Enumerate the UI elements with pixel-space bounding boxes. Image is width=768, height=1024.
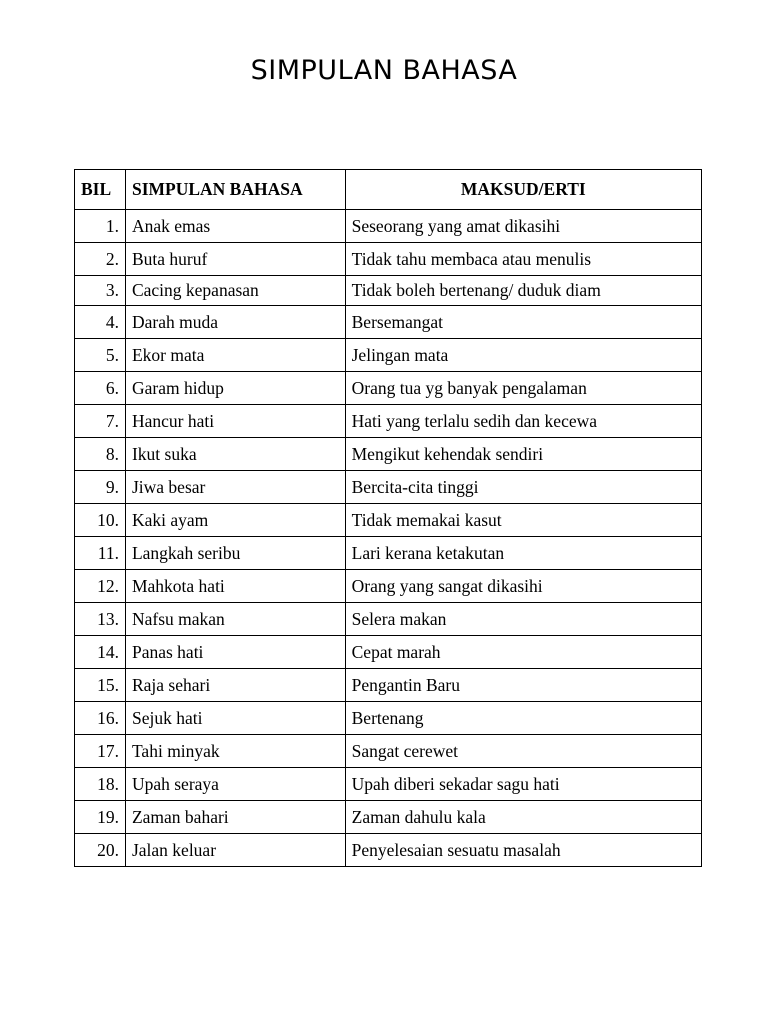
cell-maksud: Selera makan	[345, 603, 701, 636]
table-row	[75, 243, 702, 276]
table-row	[75, 339, 702, 372]
cell-maksud: Tidak boleh bertenang/ duduk diam	[345, 276, 701, 306]
cell-simpulan: Jalan keluar	[125, 834, 345, 867]
header-simpulan: SIMPULAN BAHASA	[125, 170, 345, 210]
cell-maksud: Bersemangat	[345, 306, 701, 339]
cell-maksud: Mengikut kehendak sendiri	[345, 438, 701, 471]
cell-simpulan: Tahi minyak	[125, 735, 345, 768]
cell-simpulan: Ikut suka	[125, 438, 345, 471]
cell-maksud: Bertenang	[345, 702, 701, 735]
table-row	[75, 537, 702, 570]
cell-maksud: Orang tua yg banyak pengalaman	[345, 372, 701, 405]
cell-bil: 7.	[75, 405, 126, 438]
header-bil: BIL	[75, 170, 126, 210]
table-row	[75, 372, 702, 405]
cell-simpulan: Garam hidup	[125, 372, 345, 405]
cell-maksud: Pengantin Baru	[345, 669, 701, 702]
table-row	[75, 306, 702, 339]
table-row	[75, 405, 702, 438]
cell-simpulan: Nafsu makan	[125, 603, 345, 636]
cell-maksud: Lari kerana ketakutan	[345, 537, 701, 570]
header-maksud: MAKSUD/ERTI	[345, 170, 701, 210]
cell-simpulan: Upah seraya	[125, 768, 345, 801]
cell-maksud: Seseorang yang amat dikasihi	[345, 210, 701, 243]
table-header-row	[75, 170, 702, 210]
table-row	[75, 834, 702, 867]
table-row	[75, 636, 702, 669]
cell-simpulan: Mahkota hati	[125, 570, 345, 603]
page-title: SIMPULAN BAHASA	[250, 55, 518, 86]
cell-bil: 20.	[75, 834, 126, 867]
cell-bil: 12.	[75, 570, 126, 603]
table-body	[75, 210, 702, 867]
cell-simpulan: Sejuk hati	[125, 702, 345, 735]
cell-bil: 9.	[75, 471, 126, 504]
cell-bil: 3.	[75, 276, 126, 306]
cell-simpulan: Cacing kepanasan	[125, 276, 345, 306]
cell-simpulan: Hancur hati	[125, 405, 345, 438]
table-row	[75, 735, 702, 768]
cell-bil: 17.	[75, 735, 126, 768]
cell-simpulan: Darah muda	[125, 306, 345, 339]
cell-bil: 4.	[75, 306, 126, 339]
cell-simpulan: Jiwa besar	[125, 471, 345, 504]
table-row	[75, 438, 702, 471]
cell-bil: 13.	[75, 603, 126, 636]
cell-bil: 8.	[75, 438, 126, 471]
cell-bil: 15.	[75, 669, 126, 702]
cell-bil: 5.	[75, 339, 126, 372]
table-row	[75, 276, 702, 306]
table-row	[75, 702, 702, 735]
table-row	[75, 801, 702, 834]
cell-maksud: Sangat cerewet	[345, 735, 701, 768]
cell-maksud: Tidak memakai kasut	[345, 504, 701, 537]
simpulan-table	[74, 169, 702, 867]
cell-maksud: Zaman dahulu kala	[345, 801, 701, 834]
cell-bil: 10.	[75, 504, 126, 537]
cell-bil: 11.	[75, 537, 126, 570]
cell-bil: 19.	[75, 801, 126, 834]
table-row	[75, 768, 702, 801]
cell-simpulan: Buta huruf	[125, 243, 345, 276]
cell-maksud: Orang yang sangat dikasihi	[345, 570, 701, 603]
table-row	[75, 669, 702, 702]
table-row	[75, 210, 702, 243]
table-row	[75, 570, 702, 603]
cell-bil: 14.	[75, 636, 126, 669]
cell-bil: 6.	[75, 372, 126, 405]
cell-bil: 16.	[75, 702, 126, 735]
table-row	[75, 471, 702, 504]
cell-simpulan: Kaki ayam	[125, 504, 345, 537]
cell-simpulan: Ekor mata	[125, 339, 345, 372]
cell-simpulan: Panas hati	[125, 636, 345, 669]
cell-maksud: Tidak tahu membaca atau menulis	[345, 243, 701, 276]
cell-maksud: Hati yang terlalu sedih dan kecewa	[345, 405, 701, 438]
cell-maksud: Jelingan mata	[345, 339, 701, 372]
cell-maksud: Upah diberi sekadar sagu hati	[345, 768, 701, 801]
table-row	[75, 603, 702, 636]
cell-simpulan: Zaman bahari	[125, 801, 345, 834]
cell-maksud: Penyelesaian sesuatu masalah	[345, 834, 701, 867]
cell-simpulan: Raja sehari	[125, 669, 345, 702]
table-row	[75, 504, 702, 537]
cell-simpulan: Anak emas	[125, 210, 345, 243]
cell-maksud: Cepat marah	[345, 636, 701, 669]
cell-bil: 2.	[75, 243, 126, 276]
cell-bil: 1.	[75, 210, 126, 243]
cell-maksud: Bercita-cita tinggi	[345, 471, 701, 504]
cell-bil: 18.	[75, 768, 126, 801]
cell-simpulan: Langkah seribu	[125, 537, 345, 570]
